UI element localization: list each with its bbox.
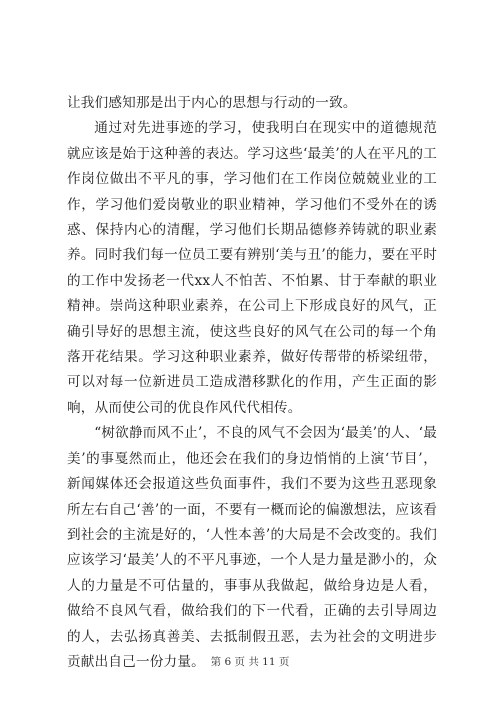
paragraph-bad-trends: “树欲静而风不止’，不良的风气不会因为‘最美’的人、‘最美’的事戛然而止，他还会在我们的身边悄悄的上演‘节目’，新闻媒体还会报道这些负面事件，我们不要为这些丑恶现象所左右自己‘善’的一面，不要有一概而论的偏激想法，应该看到社会的主流是好的，‘人性本善’的大局是不会改变的。我们应该学习‘最美’人的不平凡事迹，一个人是力量是渺小的，众人的力量是不可估量的，事事从我做起，做给身边是人看，做给不良风气看，做给我们的下一代看，正确的去引导周边的人，去弘扬真善美、去抵制假丑恶，去为社会的文明进步贡献出自己一份力量。 xyxy=(67,425,437,670)
page-footer: 第 6 页 共 11 页 xyxy=(210,656,290,668)
paragraph-study-advanced-deeds: 通过对先进事迹的学习，使我明白在现实中的道德规范就应该是始于这种善的表达。学习这些‘最美’的人在平凡的工作岗位做出不平凡的事，学习他们在工作岗位兢兢业业的工作，学习他们爱岗敬业的职业精神，学习他们不受外在的诱惑、保持内心的清醒，学习他们长期品德修养铸就的职业素养。同时我们每一位员工要有辨别‘美与丑’的能力，要在平时的工作中发扬老一代xx人不怕苦、不怕累、甘于奉献的职业精神。崇尚这种职业素养，在公司上下形成良好的风气，正确引导好的思想主流，使这些良好的风气在公司的每一个角落开花结果。学习这种职业素养，做好传帮带的桥梁纽带，可以对每一位新进员工造成潜移默化的作用，产生正面的影响，从而使公司的优良作风代代相传。 xyxy=(67,120,437,416)
paragraph-continuation: 让我们感知那是出于内心的思想与行动的一致。 xyxy=(67,95,357,111)
document-body xyxy=(67,91,437,675)
